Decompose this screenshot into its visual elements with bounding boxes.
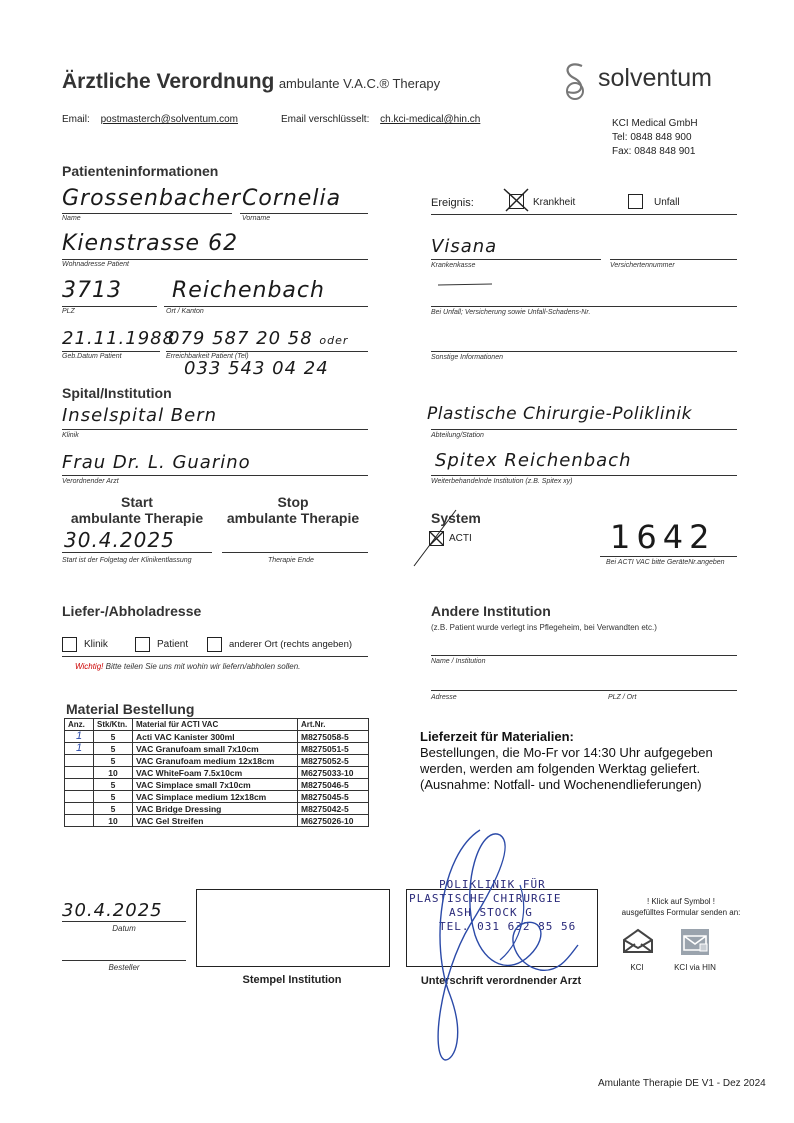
start-title [62,494,212,526]
email-enc-link[interactable]: ch.kci-medical@hin.ch [380,114,481,125]
material-name-cell: VAC Simplace small 7x10cm [133,779,298,791]
krankenkasse-label: Krankenkasse [431,262,476,269]
delivery-time-text [420,745,713,793]
send-kci-hin-label: KCI via HIN [674,963,716,972]
delivery-time-line1: Bestellungen, die Mo-Fr vor 14:30 Uhr aufgegeben [420,745,713,760]
material-row [65,791,369,803]
system-title: System [431,510,481,526]
material-artnr-cell: M6275026-10 [298,815,369,827]
material-qty-cell[interactable] [65,779,94,791]
name-line [62,213,232,214]
envelope-icon [622,928,654,954]
material-pack-cell: 10 [94,815,133,827]
material-name-cell: VAC WhiteFoam 7.5x10cm [133,767,298,779]
other-address-label: Adresse [431,694,457,701]
material-row [65,731,369,743]
deliver-other-label: anderer Ort (rechts angeben) [229,639,353,650]
stop-label: Therapie Ende [268,557,314,564]
material-artnr-cell: M8275045-5 [298,791,369,803]
material-pack-cell: 5 [94,731,133,743]
klinik-line [62,429,368,430]
material-row [65,779,369,791]
send-line-1: ! Klick auf Symbol ! [646,897,716,906]
col-anz: Anz. [65,719,94,731]
material-row [65,743,369,755]
material-table-wrap [64,718,369,827]
material-pack-cell: 5 [94,803,133,815]
klinik-value[interactable]: Inselspital Bern [62,405,218,426]
patient-phone-or: oder [319,334,349,347]
vorname-label: Vorname [242,215,271,222]
material-name-cell: VAC Gel Streifen [133,815,298,827]
material-qty-cell[interactable] [65,791,94,803]
strike-mark [410,508,460,568]
unfall-info-line [431,306,737,307]
dob-line [62,351,160,352]
plz-line [62,306,157,307]
weiter-line [431,475,737,476]
start-title-2: ambulante Therapie [70,510,204,526]
other-name-line [431,655,737,656]
klinik-label: Klinik [62,432,79,439]
ort-label: Ort / Kanton [166,308,204,315]
company-name: KCI Medical GmbH [612,118,698,129]
material-qty-cell[interactable]: 1 [65,731,94,743]
unfall-info-label: Bei Unfall; Versicherung sowie Unfall-Schadens-Nr. [431,309,591,316]
delivery-time-line2: werden, werden am folgenden Werktag geliefert. [420,761,701,776]
material-pack-cell: 5 [94,779,133,791]
send-kci-label: KCI [630,963,644,972]
email-link[interactable]: postmasterch@solventum.com [100,114,238,125]
sonstige-line [431,351,737,352]
material-qty-cell[interactable]: 1 [65,743,94,755]
institution-section-title: Spital/Institution [62,385,172,401]
material-artnr-cell: M6275033-10 [298,767,369,779]
weiter-value[interactable]: Spitex Reichenbach [435,450,632,471]
material-name-cell: Acti VAC Kanister 300ml [133,731,298,743]
start-label: Start ist der Folgetag der Klinikentlassung [62,557,192,564]
besteller-line [62,960,186,961]
arzt-value[interactable]: Frau Dr. L. Guarino [62,452,251,473]
material-pack-cell: 5 [94,743,133,755]
solventum-logo [560,58,750,103]
address-line [62,259,368,260]
title-main: Ärztliche Verordnung [62,70,275,93]
material-artnr-cell: M8275058-5 [298,731,369,743]
material-artnr-cell: M8275042-5 [298,803,369,815]
arzt-line [62,475,368,476]
email-enc-label: Email verschlüsselt: [281,114,370,125]
sign-date-label: Datum [112,924,136,933]
company-fax: Fax: 0848 848 901 [612,146,696,157]
sonstige-label: Sonstige Informationen [431,354,503,361]
delivery-time-title: Lieferzeit für Materialien: [420,729,574,744]
material-row [65,815,369,827]
stop-title-1: Stop [277,494,309,510]
col-stk: Stk/Ktn. [94,719,133,731]
material-name-cell: VAC Bridge Dressing [133,803,298,815]
material-pack-cell: 10 [94,767,133,779]
device-number-value[interactable]: 1642 [610,518,716,556]
device-line [600,556,737,557]
page-title [62,70,440,94]
material-qty-cell[interactable] [65,815,94,827]
dob-label: Geb.Datum Patient [62,353,122,360]
start-date-value[interactable]: 30.4.2025 [64,528,175,552]
send-kci-hin-button[interactable] [680,928,710,961]
patient-ort[interactable]: Reichenbach [172,278,325,303]
material-section-title: Material Bestellung [66,701,195,717]
company-tel: Tel: 0848 848 900 [612,132,692,143]
patient-phone-1: 079 587 20 58 [168,328,313,349]
stamp-line-3: ASH STOCK G [449,906,533,919]
start-title-1: Start [121,494,153,510]
deliver-klinik-checkbox[interactable] [62,637,77,652]
other-inst-section-title: Andere Institution [431,603,551,619]
material-pack-cell: 5 [94,791,133,803]
deliver-other-checkbox[interactable] [207,637,222,652]
delivery-section-title: Liefer-/Abholadresse [62,603,202,619]
material-artnr-cell: M8275046-5 [298,779,369,791]
material-row [65,803,369,815]
check-cross-icon [502,187,532,213]
ort-line [164,306,368,307]
handwritten-signature [420,825,590,1065]
weiter-label: Weiterbehandelnde Institution (z.B. Spitex xy) [431,478,573,485]
material-artnr-cell: M8275052-5 [298,755,369,767]
delivery-note-rest: Bitte teilen Sie uns mit wohin wir liefern/abholen sollen. [105,662,301,671]
patient-dob[interactable]: 21.11.1988 [62,328,176,349]
other-address-line [431,690,737,691]
delivery-note [75,662,300,671]
event-line [431,214,737,215]
plz-label: PLZ [62,308,75,315]
material-table [64,718,369,827]
email-row [62,114,238,125]
krankenkasse-line [431,259,601,260]
stamp-line-2: PLASTISCHE CHIRURGIE [409,892,562,905]
patient-section-title: Patienteninformationen [62,163,219,179]
solventum-logo-icon [560,58,590,103]
unfall-checkbox[interactable] [628,194,643,209]
patient-plz[interactable]: 3713 [62,278,122,303]
stamp-line-4: TEL. 031 632 85 56 [439,920,577,933]
abteilung-line [431,429,737,430]
stop-title-2: ambulante Therapie [226,510,360,526]
sign-date-value[interactable]: 30.4.2025 [62,900,163,921]
col-material: Material für ACTI VAC [133,719,298,731]
sign-date-line [62,921,186,922]
stop-line [222,552,368,553]
stamp-label: Stempel Institution [242,974,342,986]
col-artnr: Art.Nr. [298,719,369,731]
krankheit-checkbox[interactable] [509,194,524,209]
phone-line [166,351,368,352]
send-instructions [606,896,756,918]
patient-phone-2[interactable]: 033 543 04 24 [184,358,329,379]
send-line-2: ausgefülltes Formular senden an: [621,908,741,917]
deliver-klinik-label: Klinik [84,639,108,650]
vorname-line [240,213,368,214]
deliver-patient-checkbox[interactable] [135,637,150,652]
material-name-cell: VAC Granufoam small 7x10cm [133,743,298,755]
stamp-box[interactable] [196,889,390,967]
address-label: Wohnadresse Patient [62,261,129,268]
deliver-patient-label: Patient [157,639,189,650]
material-header-row [65,719,369,731]
doctor-signature-label: Unterschrift verordnender Arzt [420,975,582,987]
send-kci-button[interactable] [622,928,654,959]
patient-name[interactable]: Grossenbacher [62,186,242,211]
other-name-label: Name / Institution [431,658,486,665]
abteilung-value[interactable]: Plastische Chirurgie-Poliklinik [427,404,692,424]
material-qty-cell[interactable] [65,803,94,815]
title-sub: ambulante V.A.C.® Therapy [278,76,441,91]
other-inst-subtitle: (z.B. Patient wurde verlegt ins Pflegeheim, bei Verwandten etc.) [431,623,657,632]
material-artnr-cell: M8275051-5 [298,743,369,755]
start-line [62,552,212,553]
material-row [65,755,369,767]
material-name-cell: VAC Granufoam medium 12x18cm [133,755,298,767]
material-name-cell: VAC Simplace medium 12x18cm [133,791,298,803]
material-pack-cell: 5 [94,755,133,767]
stop-title [218,494,368,526]
footer-version: Amulante Therapie DE V1 - Dez 2024 [598,1078,766,1089]
name-label: Name [62,215,81,222]
abteilung-label: Abteilung/Station [431,432,484,439]
material-qty-cell[interactable] [65,755,94,767]
krankenkasse-value[interactable]: Visana [431,236,498,257]
versicherten-label: Versichertennummer [610,262,675,269]
hin-mail-icon [680,928,710,956]
acti-label: ACTI [449,533,472,544]
delivery-time-line3: (Ausnahme: Notfall- und Wochenendlieferungen) [420,777,702,792]
patient-address[interactable]: Kienstrasse 62 [62,231,239,256]
delivery-line [62,656,368,657]
versicherten-line [610,259,737,260]
material-row [65,767,369,779]
patient-phone[interactable] [168,328,348,349]
company-block [612,117,698,159]
delivery-note-strong: Wichtig! [75,662,104,671]
patient-vorname[interactable]: Cornelia [242,186,342,211]
other-plz-label: PLZ / Ort [608,694,637,701]
material-qty-cell[interactable] [65,767,94,779]
dash-mark [436,282,496,288]
email-enc-row [281,114,480,125]
email-label: Email: [62,114,90,125]
krankheit-label: Krankheit [533,197,576,208]
logo-text: solventum [598,64,712,92]
unfall-label: Unfall [654,197,680,208]
device-label: Bei ACTI VAC bitte GeräteNr.angeben [606,559,725,566]
phone-label: Erreichbarkeit Patient (Tel) [166,353,249,360]
stamp-line-1: POLIKLINIK FÜR [439,878,546,891]
event-label: Ereignis: [431,197,474,209]
arzt-label: Verordnender Arzt [62,478,119,485]
besteller-label: Besteller [108,963,140,972]
